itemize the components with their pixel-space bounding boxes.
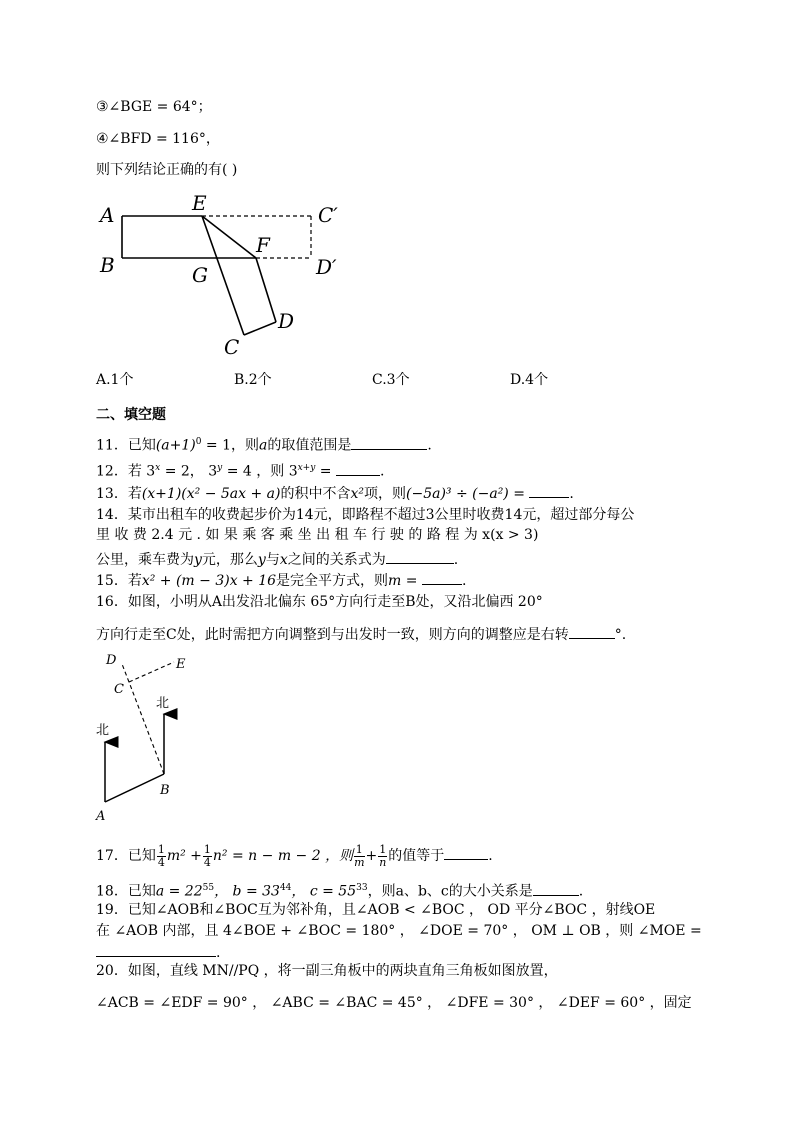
option-c: C.3个	[372, 372, 410, 388]
question-14-line1: 14．某市出租车的收费起步价为14元，即路程不超过3公里时收费14元，超过部分每公	[96, 507, 635, 523]
answer-blank[interactable]	[96, 942, 216, 957]
question-14-line2: 里 收 费 2.4 元 . 如 果 乘 客 乘 坐 出 租 车 行 驶 的 路 程 为 x(x > 3)	[96, 527, 539, 543]
answer-blank[interactable]	[422, 570, 462, 585]
answer-blank[interactable]	[529, 483, 569, 498]
answer-blank[interactable]	[569, 624, 615, 639]
question-16-line1: 16．如图，小明从A出发沿北偏东 65°方向行走至B处，又沿北偏西 20°	[96, 594, 543, 610]
option-a: A.1个	[96, 372, 134, 388]
question-16-line2: 方向行走至C处，此时需把方向调整到与出发时一致，则方向的调整应是右转 °.	[96, 624, 626, 644]
question-18: 18．已知$a = 22^{55}$， $b = 33^{44}$， $c = 55^{33}$，则a、b、c的大小关系是 .	[96, 879, 583, 901]
label-C: C	[224, 335, 240, 359]
question-19-line3: .	[96, 942, 220, 962]
section-title: 二、填空题	[96, 407, 166, 423]
direction-figure	[92, 650, 212, 830]
question-19-line2: 在 ∠AOB 内部，且 4∠BOE + ∠BOC = 180° ， ∠DOE = 70° ， OM ⊥ OB ，则 ∠MOE =	[96, 923, 702, 939]
question-15: 15．若x² + (m − 3)x + 16是完全平方式，则m = .	[96, 570, 466, 590]
question-13: 13．若(x+1)(x² − 5ax + a)的积中不含x²项，则(−5a)³ ÷ (−a²) = .	[96, 483, 574, 503]
label-C-prime: C′	[318, 203, 338, 227]
label-E: E	[192, 192, 207, 215]
statement-4: ④∠BFD = 116°，	[96, 131, 220, 147]
label-D-prime: D′	[316, 255, 337, 279]
answer-blank[interactable]	[351, 435, 427, 450]
question-prompt: 则下列结论正确的有( )	[96, 162, 238, 178]
question-17: 17．已知 $\frac{1}{4}$ m² + $\frac{1}{4}$ n² = n − m − 2 ，则 $\frac{1}{m}$ + $\frac{1}{n}$ 的值等于 .	[96, 842, 493, 869]
question-19-line1: 19．已知∠AOB和∠BOC互为邻补角，且∠AOB < ∠BOC ， OD 平分∠BOC ，射线OE	[96, 902, 656, 918]
option-d: D.4个	[510, 372, 549, 388]
answer-blank[interactable]	[444, 845, 488, 860]
question-11: 11．已知$(a+1)^0 = 1$，则a的取值范围是 .	[96, 433, 432, 455]
question-20-line1: 20．如图，直线 MN//PQ ，将一副三角板中的两块直角三角板如图放置，	[96, 963, 558, 979]
north-label-2: 北	[156, 696, 170, 711]
label-A: A	[96, 809, 106, 824]
label-B: B	[100, 253, 115, 277]
label-C: C	[114, 682, 124, 697]
label-B: B	[160, 783, 170, 798]
north-label-1: 北	[96, 723, 110, 738]
option-b: B.2个	[234, 372, 272, 388]
answer-blank[interactable]	[336, 461, 380, 476]
question-20-line2: ∠ACB = ∠EDF = 90° ， ∠ABC = ∠BAC = 45° ， ∠DFE = 30° ， ∠DEF = 60° ，固定	[96, 995, 692, 1011]
question-14-line3: 公里，乘车费为y元，那么y与x之间的关系式为 .	[96, 549, 458, 569]
label-G: G	[192, 263, 208, 287]
label-D: D	[106, 653, 117, 668]
answer-blank[interactable]	[533, 881, 579, 896]
statement-3: ③∠BGE = 64°；	[96, 99, 212, 115]
label-F: F	[256, 233, 270, 257]
label-D: D	[278, 309, 295, 333]
question-12: 12．若 $3^x = 2$， $3^y = 4$ ，则 $3^{x+y}$ = .	[96, 459, 384, 481]
folding-figure	[96, 192, 356, 362]
answer-blank[interactable]	[386, 549, 454, 564]
label-A: A	[100, 203, 115, 227]
label-E: E	[176, 657, 186, 672]
